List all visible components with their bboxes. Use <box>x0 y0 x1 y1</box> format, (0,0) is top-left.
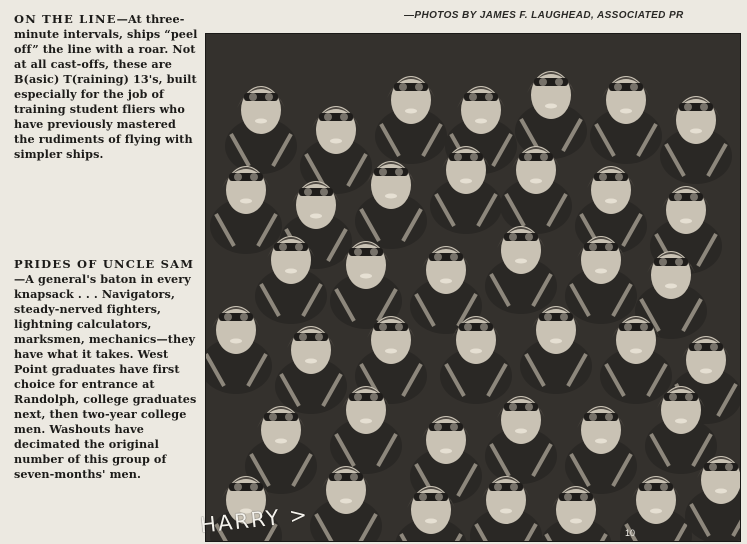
cadets-group-photo <box>205 33 741 542</box>
handwritten-label: HARRY > <box>199 502 311 538</box>
page-number: 10 <box>625 528 636 538</box>
caption-heading: ON THE LINE <box>14 12 117 26</box>
caption-body: —At three-minute intervals, ships “peel off” the line with a roar. Not at all cast-offs, these are B(asic) T(raining) 13's, built especially for the job of training student fliers who have previously mastered the rudiments of flying with simpler ships. <box>14 12 198 161</box>
cadets-photo-illustration <box>206 34 740 541</box>
photo-credit: —PHOTOS BY JAMES F. LAUGHEAD, ASSOCIATED PR <box>404 10 684 21</box>
caption-heading: PRIDES OF UNCLE SAM <box>14 257 195 271</box>
caption-prides-of-uncle-sam <box>14 257 198 482</box>
caption-body: —A general's baton in every knapsack . . . Navigators, steady-nerved fighters, lightning calculators, marksmen, mechanics—they have what it takes. West Point graduates have first choice for entrance at Randolph, college graduates next, then two-year college men. Washouts have decimated the original number of this group of seven-months' men. <box>14 272 197 481</box>
caption-on-the-line <box>14 12 198 162</box>
